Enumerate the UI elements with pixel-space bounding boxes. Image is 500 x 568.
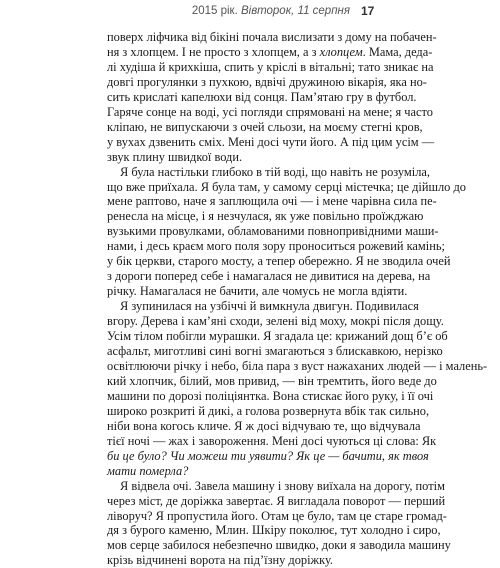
text-line: ренесла на місце, і я незчулася, як уже повільно проїжджаю: [107, 209, 424, 224]
text-line: сить крислаті капелюхи від сонця. Пам’ятаю гру в футбол.: [107, 89, 417, 104]
text-line: освітлюючи річку і небо, біла пара з вуст нажаханих людей — і малень-: [107, 358, 488, 373]
text-line: вузькими провулками, обламованими повнопривідними маши-: [107, 224, 439, 239]
text-line: ня з хлопцем. І не просто з хлопцем, а з хлопцем. Мама, деда-: [107, 44, 433, 59]
text-line: асфальт, миготливі сині вогні змагаються з блискавкою, нерізко: [107, 344, 443, 359]
running-head-date: Вівторок, 11 серпня: [240, 5, 350, 17]
page-number: 17: [361, 4, 375, 18]
text-line: лі худіша й крихкіша, спить у кріслі в вітальні; тато зникає на: [107, 59, 434, 74]
text-line: крізь відчинені ворота на під’їзну доріжку.: [107, 553, 334, 568]
text-line: поверх ліфчика від бікіні почала вислизати з дому на побачен-: [107, 30, 437, 44]
text-line: Я була настільки глибоко в тій воді, що навіть не розуміла,: [120, 164, 430, 179]
body-text: [107, 30, 488, 568]
text-line: Я відвела очі. Завела машину і знову виїхала на дорогу, потім: [120, 478, 445, 493]
text-line: би це було? Чи можеш ти уявити? Як це — бачити, як твоя: [107, 448, 429, 463]
text-line: Гаряче сонце на воді, усі погляди спрямовані на мене; я часто: [107, 104, 433, 119]
text-line: річку. Намагалася не бачити, але чомусь не могла вдіяти.: [107, 284, 408, 299]
text-line: звук плину швидкої води.: [107, 149, 243, 164]
text-line: мати померла?: [107, 463, 189, 478]
text-line: вгору. Дерева і кам’яні сходи, зелені від моху, мокрі після дощу.: [107, 314, 444, 329]
text-line: Я зупинилася на узбіччі й вимкнула двигун. Подивилася: [120, 299, 419, 314]
text-line: через міст, де доріжка завертає. Я вигладала поворот — перший: [107, 493, 446, 508]
text-line: широко розкриті й дикі, а голова розвернута вбік так сильно,: [107, 403, 430, 418]
page-header: [0, 3, 500, 21]
text-line: Усім тілом побігли мурашки. Я згадала це: крижаний дощ б’є об: [107, 329, 448, 344]
text-line: дя з бурого каменю, Млин. Шкіру поколює, тут холодно і сиро,: [107, 523, 441, 538]
running-head: [192, 5, 350, 17]
text-line: мене раптово, наче я заплющила очі — і мене чарівна сила пе-: [107, 194, 437, 209]
text-line: кий хлопчик, білий, мов привид, — він тремтить, його веде до: [107, 373, 437, 388]
running-head-year: 2015 рік.: [191, 5, 241, 17]
text-line: у бік церкви, старого мосту, а тепер обережно. Я не зводила очей: [107, 254, 451, 269]
text-line: що вже приїхала. Я була там, у самому серці містечка; це дійшло до: [107, 179, 466, 194]
text-line: ніби вона когось кличе. Я ж досі відчуваю те, що відчувала: [107, 418, 421, 433]
text-line: з дороги поперед себе і намагалася не дивитися на дерева, на: [107, 269, 431, 284]
text-line: кліпаю, не випускаючи з очей сльози, на моєму стегні кров,: [107, 119, 423, 134]
text-line: нами, і десь краєм мого поля зору проноситься рожевий камінь;: [107, 239, 445, 254]
text-line: довгі прогулянки з пухкою, вдвічі дружиною вікарія, яка но-: [107, 74, 427, 89]
text-line: мов серце забилося небезпечно швидко, доки я заводила машину: [107, 538, 451, 553]
text-line: у вухах дзвенить сміх. Мені досі чути його. А під цим усім —: [107, 134, 435, 149]
text-line: машини по дорозі поліціянтка. Вона стискає його руку, і її очі: [107, 388, 434, 403]
text-line: тієї ночі — жах і завороження. Мені досі чуються ці слова: Як: [107, 433, 437, 448]
text-line: ліворуч? Я пропустила його. Отам це було, там це старе громад-: [107, 508, 447, 523]
